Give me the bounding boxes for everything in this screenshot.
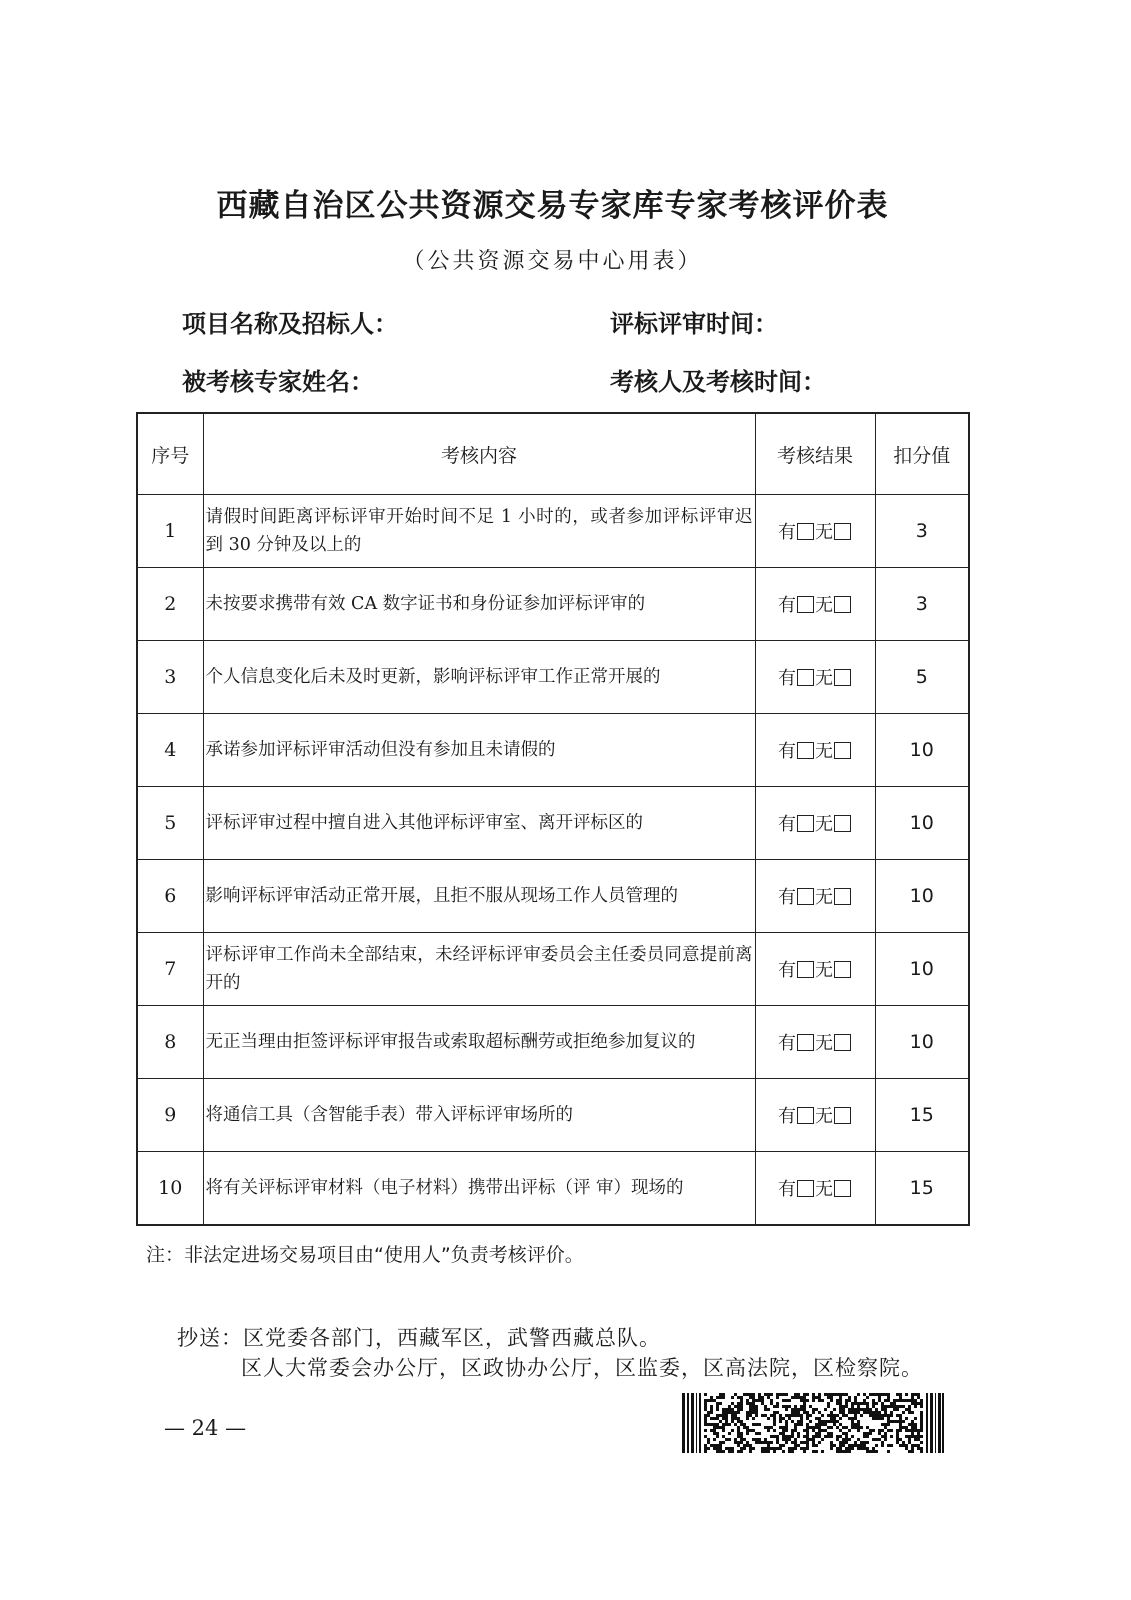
row-result [755,1152,875,1226]
table-row [137,933,969,1006]
barcode-icon [682,1393,944,1453]
table-row [137,787,969,860]
row-result [755,714,875,787]
table-row [137,641,969,714]
row-number: 6 [137,860,203,933]
result-no-label: 无 [815,1106,833,1127]
row-content: 将有关评标评审材料（电子材料）携带出评标（评 审）现场的 [203,1152,755,1226]
row-result [755,787,875,860]
row-result [755,933,875,1006]
checkbox-yes-icon[interactable] [797,523,814,540]
result-no-label: 无 [815,814,833,835]
row-content: 请假时间距离评标评审开始时间不足 1 小时的，或者参加评标评审迟到 30 分钟及以上的 [203,495,755,568]
table-row [137,860,969,933]
result-no-label: 无 [815,595,833,616]
row-number: 4 [137,714,203,787]
footnote: 注：非法定进场交易项目由“使用人”负责考核评价。 [146,1244,584,1266]
checkbox-no-icon[interactable] [834,961,851,978]
row-result [755,1006,875,1079]
result-no-label: 无 [815,522,833,543]
cc-line-1: 抄送：区党委各部门，西藏军区，武警西藏总队。 [177,1326,661,1350]
row-score: 3 [875,568,969,641]
checkbox-no-icon[interactable] [834,596,851,613]
row-score: 10 [875,714,969,787]
row-content: 未按要求携带有效 CA 数字证书和身份证参加评标评审的 [203,568,755,641]
row-score: 15 [875,1079,969,1152]
row-content: 影响评标评审活动正常开展，且拒不服从现场工作人员管理的 [203,860,755,933]
header-content: 考核内容 [203,413,755,495]
checkbox-yes-icon[interactable] [797,669,814,686]
header-no: 序号 [137,413,203,495]
header-score: 扣分值 [875,413,969,495]
row-number: 9 [137,1079,203,1152]
result-yes-label: 有 [778,887,796,908]
table-row [137,1079,969,1152]
project-name-label: 项目名称及招标人： [182,310,398,338]
row-score: 10 [875,860,969,933]
expert-name-label: 被考核专家姓名： [182,368,374,396]
result-yes-label: 有 [778,1106,796,1127]
result-yes-label: 有 [778,960,796,981]
result-no-label: 无 [815,960,833,981]
row-number: 10 [137,1152,203,1226]
checkbox-yes-icon[interactable] [797,815,814,832]
row-content: 个人信息变化后未及时更新，影响评标评审工作正常开展的 [203,641,755,714]
row-content: 评标评审工作尚未全部结束，未经评标评审委员会主任委员同意提前离开的 [203,933,755,1006]
result-yes-label: 有 [778,522,796,543]
checkbox-no-icon[interactable] [834,523,851,540]
row-content: 将通信工具（含智能手表）带入评标评审场所的 [203,1079,755,1152]
row-result [755,641,875,714]
document-title: 西藏自治区公共资源交易专家库专家考核评价表 [216,188,889,224]
assessor-time-label: 考核人及考核时间： [610,368,826,396]
row-score: 10 [875,1006,969,1079]
checkbox-yes-icon[interactable] [797,1107,814,1124]
row-score: 10 [875,787,969,860]
table-row [137,1152,969,1226]
row-result [755,860,875,933]
result-no-label: 无 [815,668,833,689]
result-yes-label: 有 [778,1179,796,1200]
cc-line-2: 区人大常委会办公厅，区政协办公厅，区监委，区高法院，区检察院。 [241,1356,923,1380]
row-number: 2 [137,568,203,641]
document-subtitle: （公共资源交易中心用表） [402,249,703,274]
row-content: 承诺参加评标评审活动但没有参加且未请假的 [203,714,755,787]
checkbox-yes-icon[interactable] [797,888,814,905]
result-yes-label: 有 [778,814,796,835]
result-no-label: 无 [815,1179,833,1200]
result-yes-label: 有 [778,595,796,616]
row-score: 3 [875,495,969,568]
checkbox-no-icon[interactable] [834,1107,851,1124]
row-number: 7 [137,933,203,1006]
row-number: 8 [137,1006,203,1079]
row-score: 15 [875,1152,969,1226]
evaluation-table [136,412,970,1226]
checkbox-no-icon[interactable] [834,1180,851,1197]
result-no-label: 无 [815,741,833,762]
row-result [755,1079,875,1152]
result-no-label: 无 [815,887,833,908]
result-yes-label: 有 [778,741,796,762]
checkbox-yes-icon[interactable] [797,1034,814,1051]
checkbox-yes-icon[interactable] [797,1180,814,1197]
row-score: 5 [875,641,969,714]
row-score: 10 [875,933,969,1006]
table-row [137,1006,969,1079]
row-content: 评标评审过程中擅自进入其他评标评审室、离开评标区的 [203,787,755,860]
result-yes-label: 有 [778,668,796,689]
checkbox-yes-icon[interactable] [797,961,814,978]
table-row [137,495,969,568]
checkbox-no-icon[interactable] [834,669,851,686]
table-row [137,714,969,787]
result-yes-label: 有 [778,1033,796,1054]
result-no-label: 无 [815,1033,833,1054]
checkbox-no-icon[interactable] [834,815,851,832]
row-number: 3 [137,641,203,714]
row-result [755,568,875,641]
row-number: 1 [137,495,203,568]
table-row [137,568,969,641]
checkbox-yes-icon[interactable] [797,596,814,613]
checkbox-no-icon[interactable] [834,742,851,759]
review-time-label: 评标评审时间： [610,310,778,338]
row-content: 无正当理由拒签评标评审报告或索取超标酬劳或拒绝参加复议的 [203,1006,755,1079]
table-header-row [137,413,969,495]
checkbox-no-icon[interactable] [834,888,851,905]
page-number: — 24 — [164,1416,247,1440]
row-result [755,495,875,568]
header-result: 考核结果 [755,413,875,495]
row-number: 5 [137,787,203,860]
checkbox-no-icon[interactable] [834,1034,851,1051]
checkbox-yes-icon[interactable] [797,742,814,759]
